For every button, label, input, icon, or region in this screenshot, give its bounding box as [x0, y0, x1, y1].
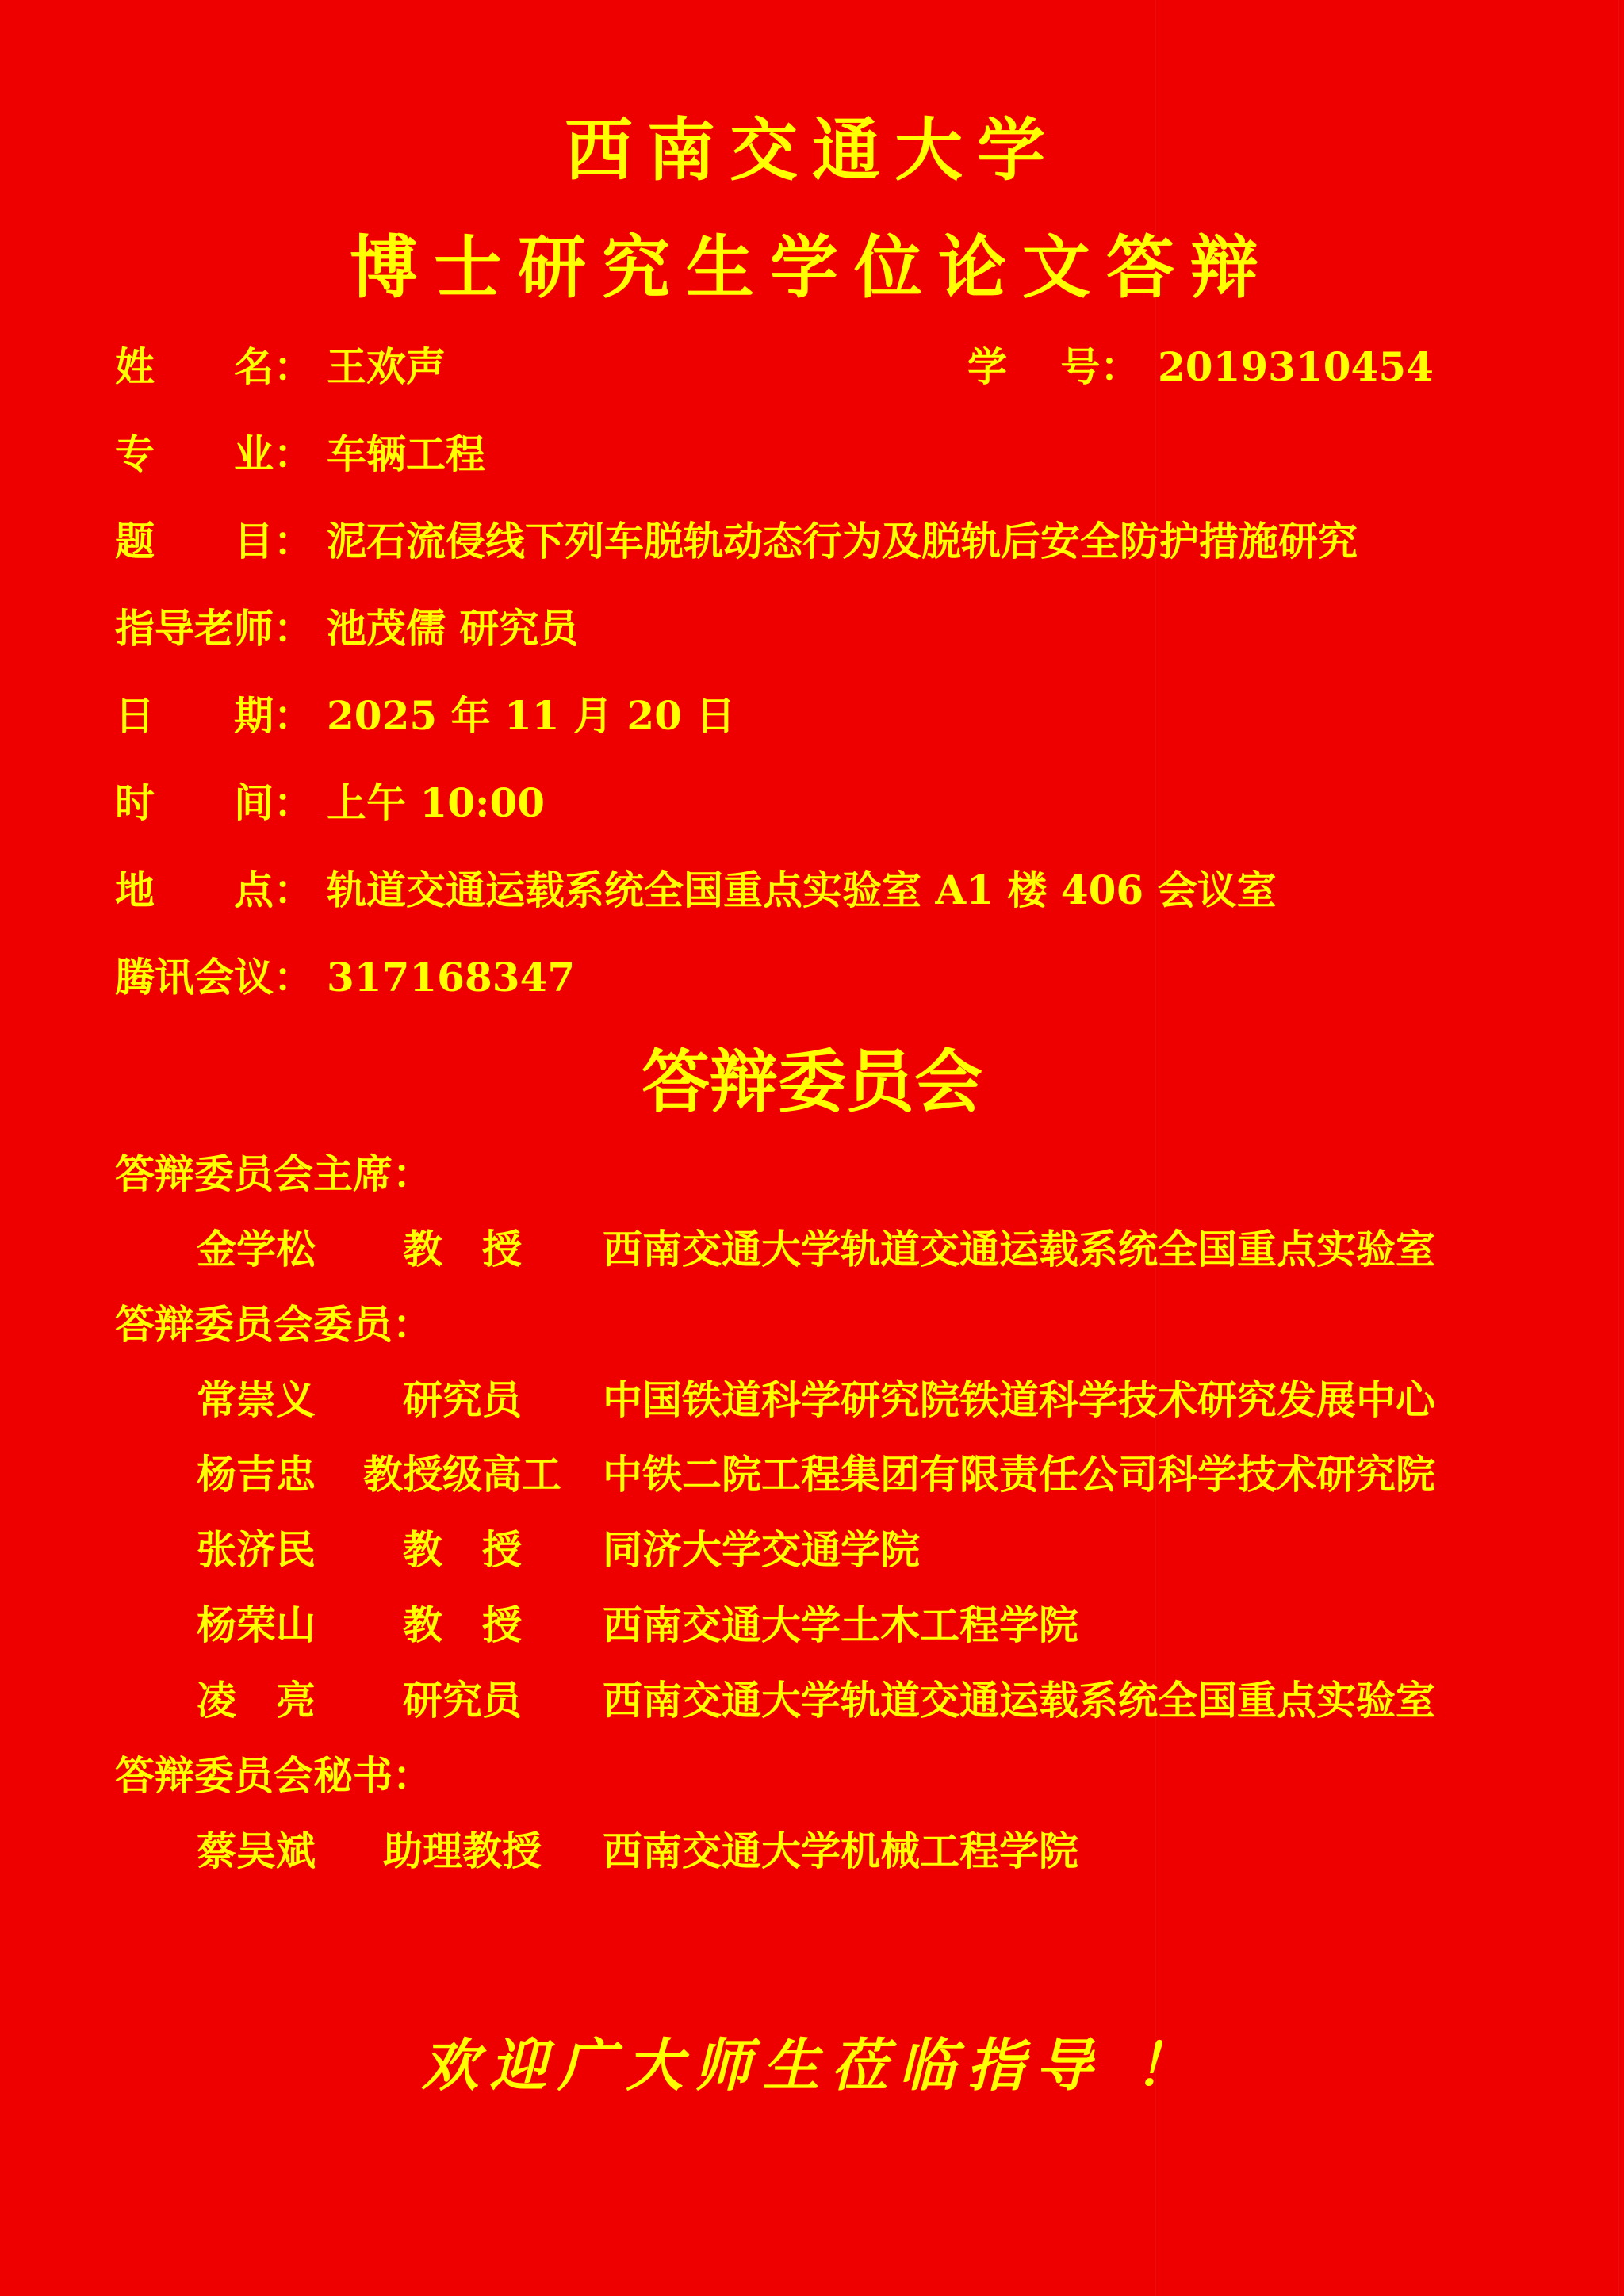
- member-affiliation: 西南交通大学轨道交通运载系统全国重点实验室: [603, 1677, 1435, 1724]
- member-name: 杨荣山: [197, 1601, 316, 1648]
- member-name: 张济民: [197, 1526, 316, 1573]
- place-value: 轨道交通运载系统全国重点实验室 A1 楼 406 会议室: [327, 867, 1277, 913]
- school-title: 西南交通大学: [565, 111, 1059, 190]
- member-rank: 教授级高工: [363, 1451, 561, 1498]
- member-rank: 教 授: [403, 1601, 522, 1648]
- topic-label: 题 目：: [115, 518, 313, 564]
- chair-title: 答辩委员会主席：: [115, 1150, 432, 1197]
- chair-rank: 教 授: [403, 1226, 522, 1272]
- date-label: 日 期：: [115, 692, 313, 739]
- secretary-name: 蔡吴斌: [197, 1827, 316, 1874]
- member-name: 杨吉忠: [197, 1451, 316, 1498]
- panel-seam: [1618, 0, 1619, 2296]
- meeting-label: 腾讯会议：: [115, 954, 313, 1001]
- secretary-title: 答辩委员会秘书：: [115, 1752, 432, 1799]
- secretary-affiliation: 西南交通大学机械工程学院: [603, 1827, 1078, 1874]
- panel-seam: [1155, 0, 1156, 2296]
- student-id-label: 学 号：: [967, 343, 1140, 390]
- meeting-id-value: 317168347: [327, 954, 576, 1001]
- committee-heading: 答辩委员会: [642, 1043, 982, 1122]
- date-value: 2025 年 11 月 20 日: [327, 692, 736, 739]
- members-title: 答辩委员会委员：: [115, 1301, 432, 1348]
- chair-name: 金学松: [197, 1226, 316, 1272]
- member-rank: 教 授: [403, 1526, 522, 1573]
- member-name: 常崇义: [197, 1376, 316, 1423]
- major-value: 车辆工程: [327, 430, 485, 477]
- place-label: 地 点：: [115, 867, 313, 913]
- secretary-rank: 助理教授: [383, 1827, 542, 1874]
- member-affiliation: 中国铁道科学研究院铁道科学技术研究发展中心: [603, 1376, 1435, 1423]
- welcome-message: 欢迎广大师生莅临指导 ！: [421, 2031, 1203, 2099]
- member-affiliation: 西南交通大学土木工程学院: [603, 1601, 1078, 1648]
- advisor-value: 池茂儒 研究员: [327, 605, 579, 652]
- name-value: 王欢声: [327, 343, 446, 390]
- advisor-label: 指导老师：: [115, 605, 313, 652]
- topic-value: 泥石流侵线下列车脱轨动态行为及脱轨后安全防护措施研究: [327, 518, 1358, 564]
- major-label: 专 业：: [115, 430, 313, 477]
- student-id-value: 2019310454: [1158, 343, 1434, 390]
- time-label: 时 间：: [115, 779, 313, 826]
- member-rank: 研究员: [403, 1376, 522, 1423]
- name-label: 姓 名：: [115, 343, 313, 390]
- member-rank: 研究员: [403, 1677, 522, 1724]
- member-affiliation: 同济大学交通学院: [603, 1526, 920, 1573]
- member-affiliation: 中铁二院工程集团有限责任公司科学技术研究院: [603, 1451, 1435, 1498]
- time-value: 上午 10:00: [327, 779, 546, 826]
- event-title: 博士研究生学位论文答辩: [350, 228, 1274, 308]
- member-name: 凌 亮: [197, 1677, 316, 1724]
- chair-affiliation: 西南交通大学轨道交通运载系统全国重点实验室: [603, 1226, 1435, 1272]
